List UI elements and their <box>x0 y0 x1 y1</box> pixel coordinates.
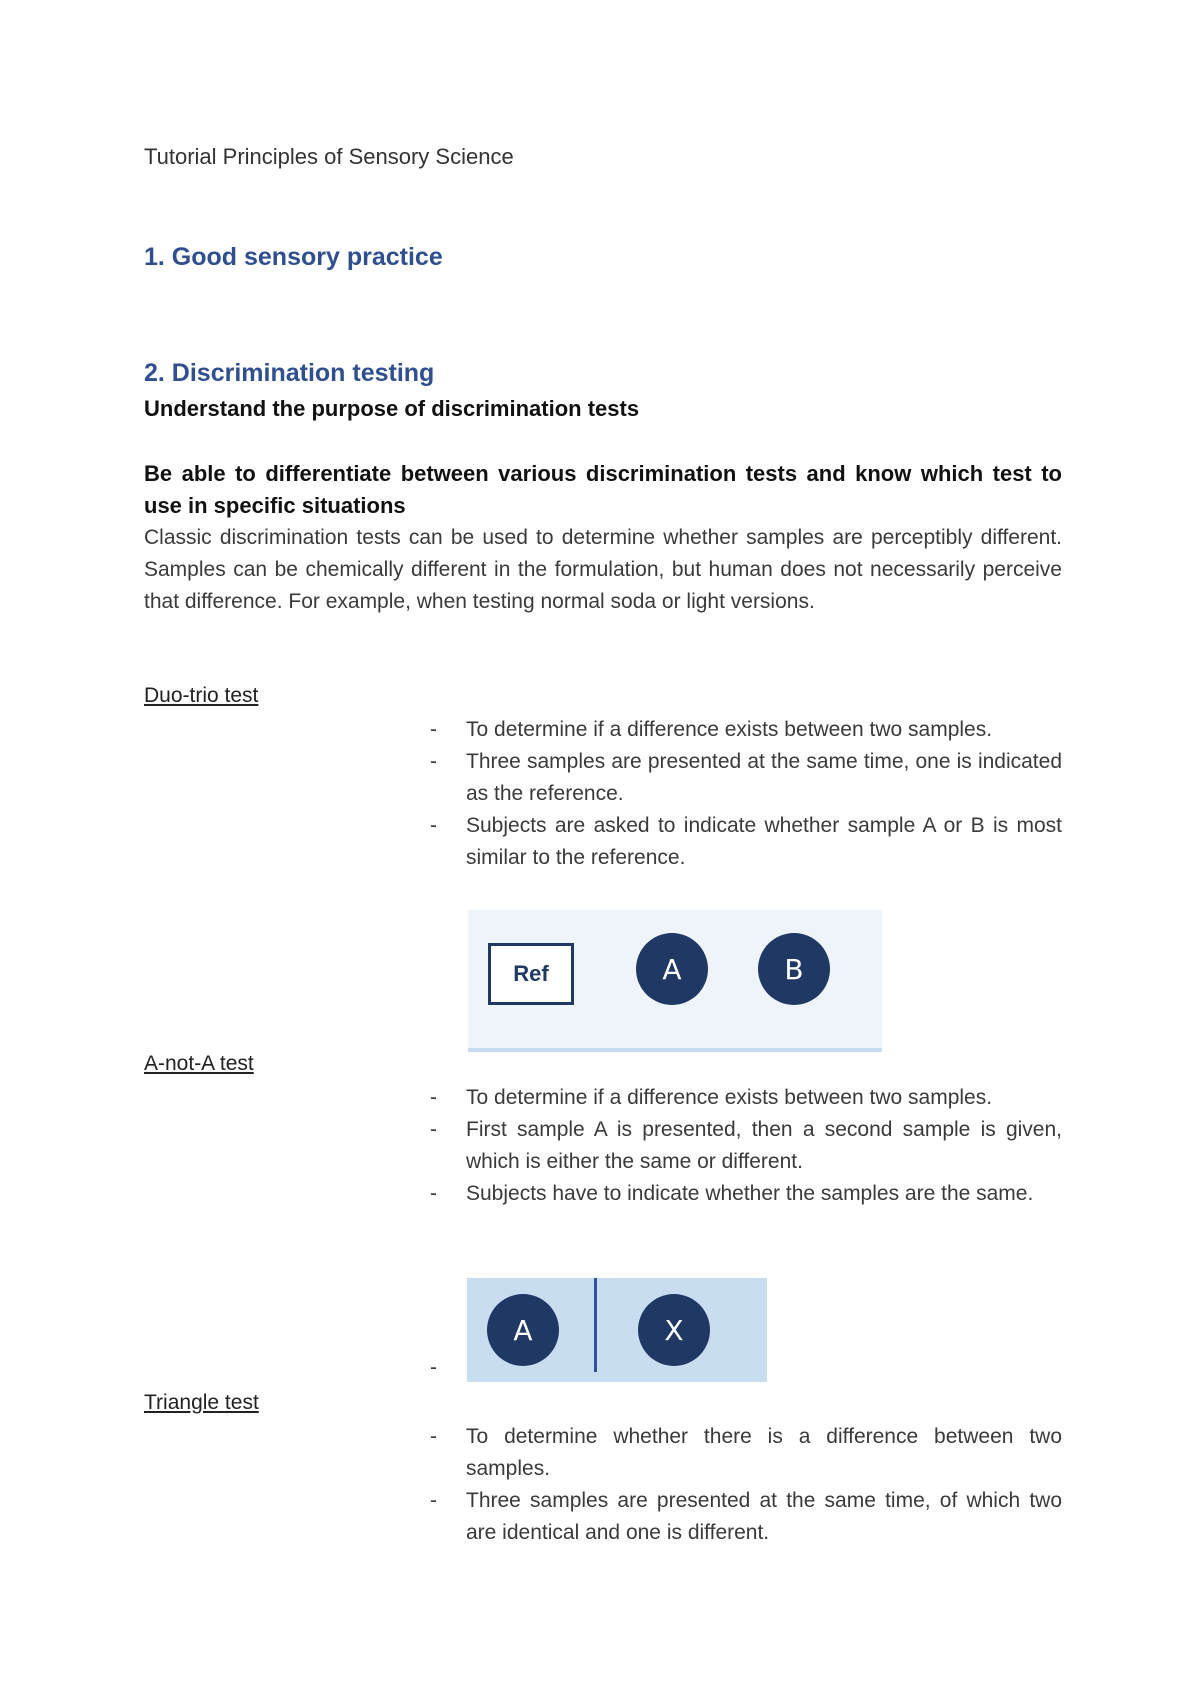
section-1-heading: 1. Good sensory practice <box>144 243 443 271</box>
list-item: - First sample A is presented, then a second sample is given, which is either the same or different. <box>430 1114 1062 1178</box>
subheading-differentiate: Be able to differentiate between various discrimination tests and know which test to use in specific situations <box>144 461 1062 518</box>
divider-line <box>594 1278 597 1372</box>
sample-b-circle: B <box>758 933 830 1005</box>
subheading-purpose: Understand the purpose of discrimination tests <box>144 396 640 421</box>
list-item: - Subjects are asked to indicate whether sample A or B is most similar to the reference. <box>430 810 1062 874</box>
duo-trio-title: Duo-trio test <box>144 684 259 707</box>
duo-trio-bullets <box>430 714 1062 874</box>
a-not-a-bullets <box>430 1082 1062 1210</box>
bullet-dash: - <box>430 1086 437 1109</box>
section-2-heading: 2. Discrimination testing <box>144 359 435 387</box>
triangle-bullets <box>430 1421 1062 1549</box>
bullet-dash: - <box>430 750 437 773</box>
a-not-a-diagram <box>467 1278 767 1382</box>
document-title: Tutorial Principles of Sensory Science <box>144 144 514 169</box>
a-not-a-title: A-not-A test <box>144 1052 254 1075</box>
triangle-title: Triangle test <box>144 1391 259 1414</box>
list-item: - Subjects have to indicate whether the samples are the same. <box>430 1178 1062 1210</box>
sample-a-circle: A <box>636 933 708 1005</box>
duo-trio-diagram <box>468 910 882 1052</box>
list-item: - To determine if a difference exists between two samples. <box>430 714 1062 746</box>
bullet-dash: - <box>430 718 437 741</box>
bullet-dash: - <box>430 1425 437 1448</box>
bullet-dash: - <box>430 1489 437 1512</box>
bullet-dash: - <box>430 1182 437 1205</box>
sample-x-circle: X <box>638 1294 710 1366</box>
reference-sample-box: Ref <box>488 943 574 1005</box>
empty-bullet-dash: - <box>430 1356 437 1379</box>
bullet-dash: - <box>430 1118 437 1141</box>
sample-a-circle: A <box>487 1294 559 1366</box>
list-item: - To determine if a difference exists between two samples. <box>430 1082 1062 1114</box>
list-item: - To determine whether there is a difference between two samples. <box>430 1421 1062 1485</box>
list-item: - Three samples are presented at the same time, one is indicated as the reference. <box>430 746 1062 810</box>
intro-paragraph: Classic discrimination tests can be used to determine whether samples are perceptibly different. Samples can be chemically different in the formulation, but human does not necessarily perceive that difference. For example, when testing normal soda or light versions. <box>144 526 1062 613</box>
bullet-dash: - <box>430 814 437 837</box>
list-item: - Three samples are presented at the same time, of which two are identical and one is different. <box>430 1485 1062 1549</box>
